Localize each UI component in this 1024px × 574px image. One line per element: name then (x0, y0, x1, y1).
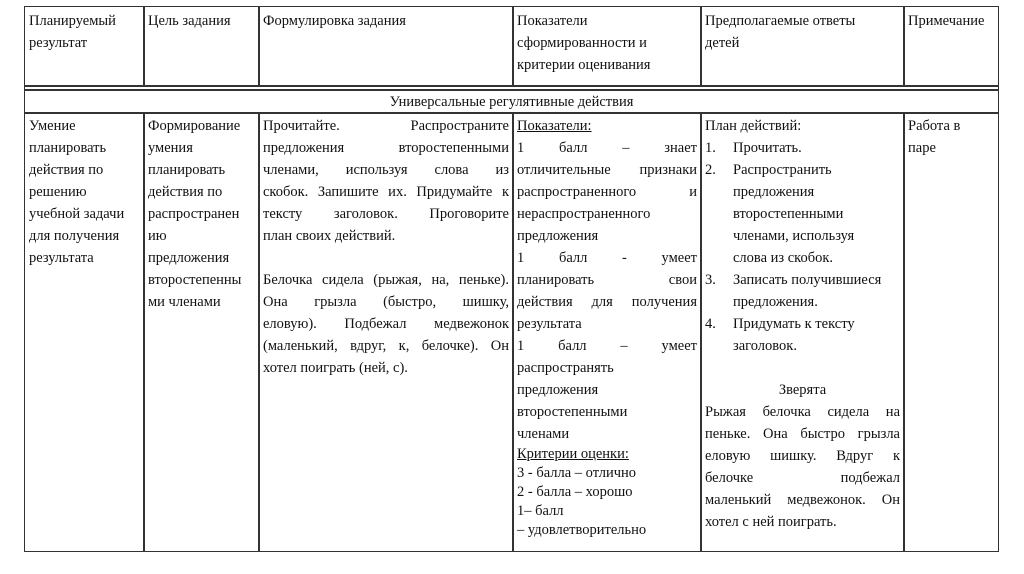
criteria-label: Критерии оценки: (517, 446, 629, 462)
cell-planned-result (29, 115, 141, 269)
text-line: Показатели (517, 13, 588, 29)
text-line: 2 - балла – хорошо (517, 484, 633, 500)
text-line: белочке подбежал (705, 470, 900, 486)
plan-step (705, 313, 900, 357)
plan-step (705, 137, 900, 159)
text-line: критерии оценивания (517, 57, 651, 73)
column-divider (700, 7, 702, 86)
text-line: действия для получения (517, 294, 697, 310)
step-number: 1. (705, 140, 716, 156)
text-line: распространенного и (517, 184, 697, 200)
text-line: сформированности и (517, 35, 647, 51)
text-line: Планируемый (29, 13, 116, 29)
indicator-3 (517, 335, 697, 445)
step-text-line: Прочитать. (733, 140, 802, 156)
section-title: Универсальные регулятивные действия (389, 94, 634, 110)
text-line: Умение (29, 118, 76, 134)
text-line: 1 балл - умеет (517, 250, 697, 266)
text-line: Формулировка задания (263, 13, 406, 29)
cell-expected-answers (705, 115, 900, 533)
plan-step (705, 269, 900, 313)
text-line: Предполагаемые ответы (705, 13, 856, 29)
step-text-line: Записать получившиеся (733, 272, 882, 288)
column-divider (512, 7, 514, 86)
text-line: распространять (517, 360, 614, 376)
step-text-line: слова из скобок. (733, 250, 834, 266)
header-indicators (517, 10, 697, 76)
text-line: нераспространенного (517, 206, 651, 222)
blank-line (263, 247, 509, 269)
text-line: второстепенны (148, 272, 242, 288)
indicator-1 (517, 137, 697, 247)
blank-line (705, 357, 900, 379)
text-line: Рыжая белочка сидела на (705, 404, 900, 420)
cell-indicators (517, 115, 697, 540)
column-divider (143, 7, 145, 86)
cell-task-goal (148, 115, 256, 313)
step-number: 3. (705, 272, 716, 288)
step-number: 2. (705, 162, 716, 178)
plan-steps (705, 137, 900, 357)
header-task-goal (148, 10, 256, 32)
text-line: маленький медвежонок. Он (705, 492, 900, 508)
text-line: план своих действий. (263, 228, 396, 244)
text-line: предложения второстепенными (263, 140, 509, 156)
text-line: Белочка сидела (рыжая, на, пеньке). (263, 272, 509, 288)
text-line: еловую). Подбежал медвежонок (263, 316, 509, 332)
step-text-line: членами, используя (733, 228, 855, 244)
text-line: членами (517, 426, 570, 442)
text-line: Формирование (148, 118, 241, 134)
text-line: предложения (517, 228, 599, 244)
text-line: умения (148, 140, 193, 156)
text-line: Примечание (908, 13, 985, 29)
text-line: действия по (29, 162, 104, 178)
header-planned-result (29, 10, 141, 54)
text-line: еловую шишку. Вдруг к (705, 448, 900, 464)
indicator-2 (517, 247, 697, 335)
text-line: результат (29, 35, 88, 51)
lesson-plan-table (24, 6, 999, 552)
text-line: учебной задачи (29, 206, 125, 222)
text-line: ми членами (148, 294, 221, 310)
column-divider (143, 113, 145, 551)
text-line: 3 - балла – отлично (517, 465, 637, 481)
text-line: Цель задания (148, 13, 231, 29)
column-divider (903, 7, 905, 86)
header-task-wording (263, 10, 509, 32)
step-text-line: предложения. (733, 294, 818, 310)
text-line: скобок. Запишите их. Придумайте к (263, 184, 509, 200)
text-line: ию (148, 228, 167, 244)
header-note (908, 10, 998, 32)
text-line: 1 балл – умеет (517, 338, 697, 354)
text-line: 1– балл (517, 503, 564, 519)
text-line: второстепенными (517, 404, 628, 420)
text-line: планировать (29, 140, 107, 156)
text-line: планировать свои (517, 272, 697, 288)
step-number: 4. (705, 316, 716, 332)
text-line: отличительные признаки (517, 162, 697, 178)
header-expected-answers (705, 10, 900, 54)
text-line: планировать (148, 162, 226, 178)
cell-task-wording (263, 115, 509, 379)
text-line: действия по (148, 184, 223, 200)
text-line: предложения (517, 382, 599, 398)
text-line: Она грызла (быстро, шишку, (263, 294, 509, 310)
column-divider (903, 113, 905, 551)
criteria-list (517, 464, 697, 540)
text-line: детей (705, 35, 740, 51)
text-line: хотел поиграть (ней, с). (263, 360, 408, 376)
column-divider (258, 7, 260, 86)
text-line: Работа в (908, 118, 961, 134)
instruction-paragraph (263, 115, 509, 247)
column-divider (700, 113, 702, 551)
text-line: для получения (29, 228, 120, 244)
cell-note (908, 115, 998, 159)
step-text-line: заголовок. (733, 338, 797, 354)
step-text-line: Распространить (733, 162, 832, 178)
column-divider (512, 113, 514, 551)
plan-label: План действий: (705, 118, 802, 134)
text-line: тексту заголовок. Проговорите (263, 206, 509, 222)
text-line: членами, используя слова из (263, 162, 509, 178)
text-line: паре (908, 140, 936, 156)
story-text (705, 401, 900, 533)
exercise-paragraph (263, 269, 509, 379)
text-line: предложения (148, 250, 230, 266)
column-divider (258, 113, 260, 551)
text-line: решению (29, 184, 87, 200)
text-line: результата (517, 316, 582, 332)
text-line: результата (29, 250, 94, 266)
text-line: Прочитайте. Распространите (263, 118, 509, 134)
step-text-line: предложения (733, 184, 815, 200)
text-line: хотел с ней поиграть. (705, 514, 837, 530)
text-line: распространен (148, 206, 240, 222)
step-text-line: второстепенными (733, 206, 844, 222)
plan-step (705, 159, 900, 269)
text-line: пеньке. Она быстро грызла (705, 426, 900, 442)
text-line: 1 балл – знает (517, 140, 697, 156)
story-title: Зверята (778, 382, 827, 398)
text-line: – удовлетворительно (517, 522, 647, 538)
indicators-label: Показатели: (517, 118, 592, 134)
text-line: (маленький, вдруг, к, белочке). Он (263, 338, 509, 354)
step-text-line: Придумать к тексту (733, 316, 855, 332)
